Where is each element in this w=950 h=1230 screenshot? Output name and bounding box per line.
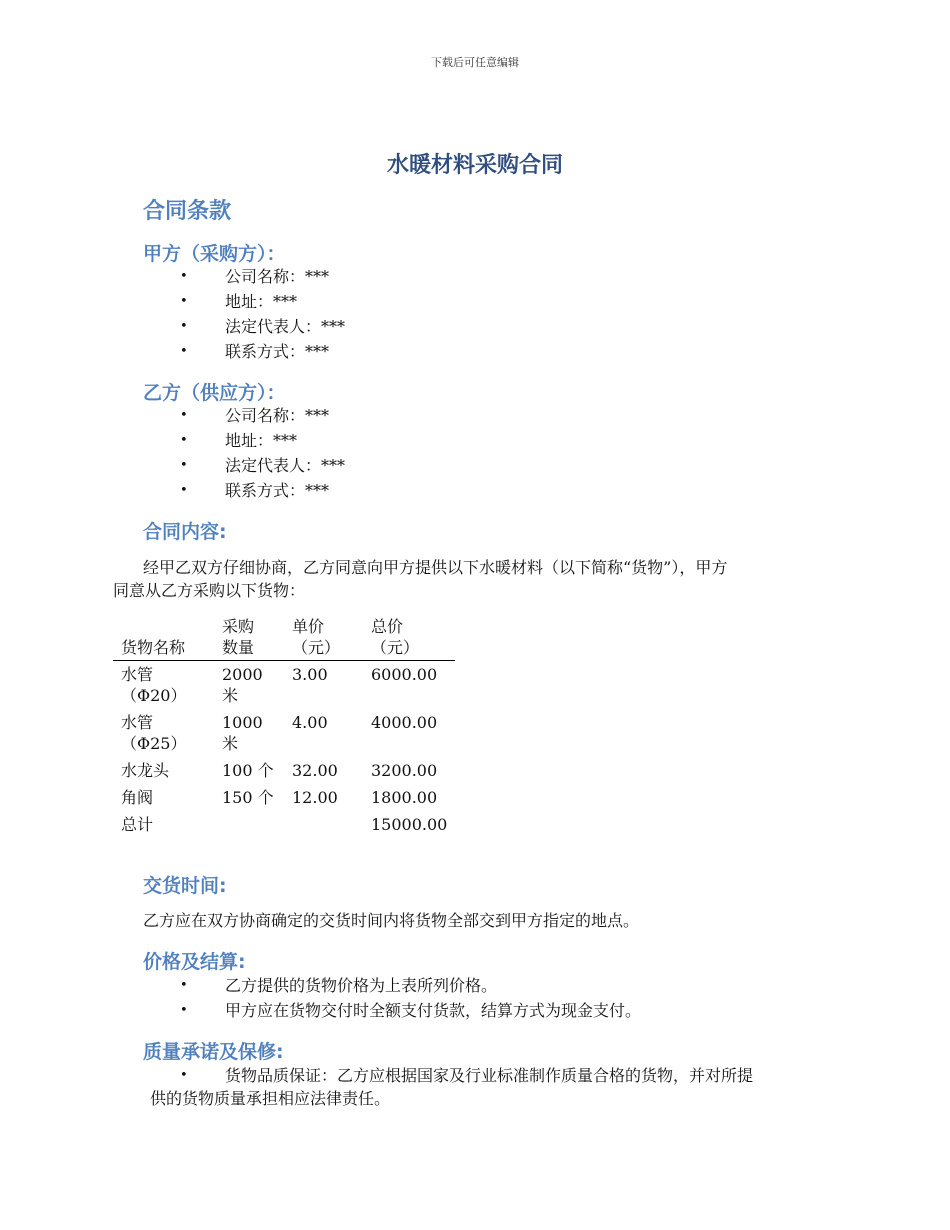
cell-qty: 150 个	[222, 788, 274, 807]
cell-unit-price: 3.00	[292, 665, 328, 684]
cell-total-price: 4000.00	[371, 713, 438, 732]
bullet-icon: •	[180, 483, 188, 498]
cell-name: 总计	[121, 815, 154, 834]
bullet-icon: •	[180, 344, 188, 359]
cell-qty: 100 个	[222, 761, 274, 780]
delivery-text: 乙方应在双方协商确定的交货时间内将货物全部交到甲方指定的地点。	[143, 911, 640, 930]
col-header-qty: 采购 数量	[214, 612, 284, 661]
cell-name: 水管 （Φ20）	[121, 665, 187, 705]
table-row	[113, 661, 455, 710]
cell-unit-price	[284, 811, 363, 838]
bullet-icon: •	[180, 1003, 188, 1018]
cell-total-price: 15000.00	[371, 815, 448, 834]
col-header-unit-price: 单价 （元）	[284, 612, 363, 661]
cell-unit-price: 32.00	[292, 761, 338, 780]
cell-name: 角阀	[121, 788, 154, 807]
bullet-icon: •	[180, 294, 188, 309]
cell-qty: 2000 米	[222, 665, 263, 705]
bullet-icon: •	[180, 458, 188, 473]
intro-line-1: 经甲乙双方仔细协商，乙方同意向甲方提供以下水暖材料（以下简称“货物”），甲方	[143, 558, 728, 577]
table-header-row	[113, 612, 455, 661]
cell-total-price: 1800.00	[371, 788, 438, 807]
bullet-icon: •	[180, 319, 188, 334]
goods-table	[113, 612, 455, 838]
cell-name: 水龙头	[121, 761, 170, 780]
cell-unit-price: 12.00	[292, 788, 338, 807]
table-row	[113, 757, 455, 784]
table-row	[113, 784, 455, 811]
bullet-icon: •	[180, 269, 188, 284]
table-total-row	[113, 811, 455, 838]
bullet-icon: •	[180, 978, 188, 993]
quality-line-2: 供的货物质量承担相应法律责任。	[150, 1089, 391, 1108]
price-heading: 价格及结算:	[143, 951, 246, 973]
bullet-icon: •	[180, 1068, 188, 1083]
cell-name: 水管 （Φ25）	[121, 713, 187, 753]
page-header-note: 下载后可任意编辑	[431, 56, 519, 69]
cell-unit-price: 4.00	[292, 713, 328, 732]
col-header-name: 货物名称	[113, 612, 214, 661]
party-b-heading: 乙方（供应方）：	[143, 382, 286, 404]
quality-heading: 质量承诺及保修:	[143, 1041, 284, 1063]
delivery-heading: 交货时间:	[143, 875, 227, 897]
cell-total-price: 3200.00	[371, 761, 438, 780]
party-a-heading: 甲方（采购方）：	[143, 243, 286, 265]
cell-qty: 1000 米	[222, 713, 263, 753]
content-heading: 合同内容:	[143, 521, 227, 543]
bullet-icon: •	[180, 408, 188, 423]
cell-total-price: 6000.00	[371, 665, 438, 684]
table-row	[113, 709, 455, 757]
cell-qty	[214, 811, 284, 838]
intro-line-2: 同意从乙方采购以下货物：	[113, 581, 306, 600]
col-header-total-price: 总价 （元）	[363, 612, 455, 661]
bullet-icon: •	[180, 433, 188, 448]
section-heading-terms: 合同条款	[143, 199, 232, 224]
document-title: 水暖材料采购合同	[386, 153, 563, 178]
quality-line-1: 货物品质保证：乙方应根据国家及行业标准制作质量合格的货物，并对所提	[225, 1066, 754, 1085]
